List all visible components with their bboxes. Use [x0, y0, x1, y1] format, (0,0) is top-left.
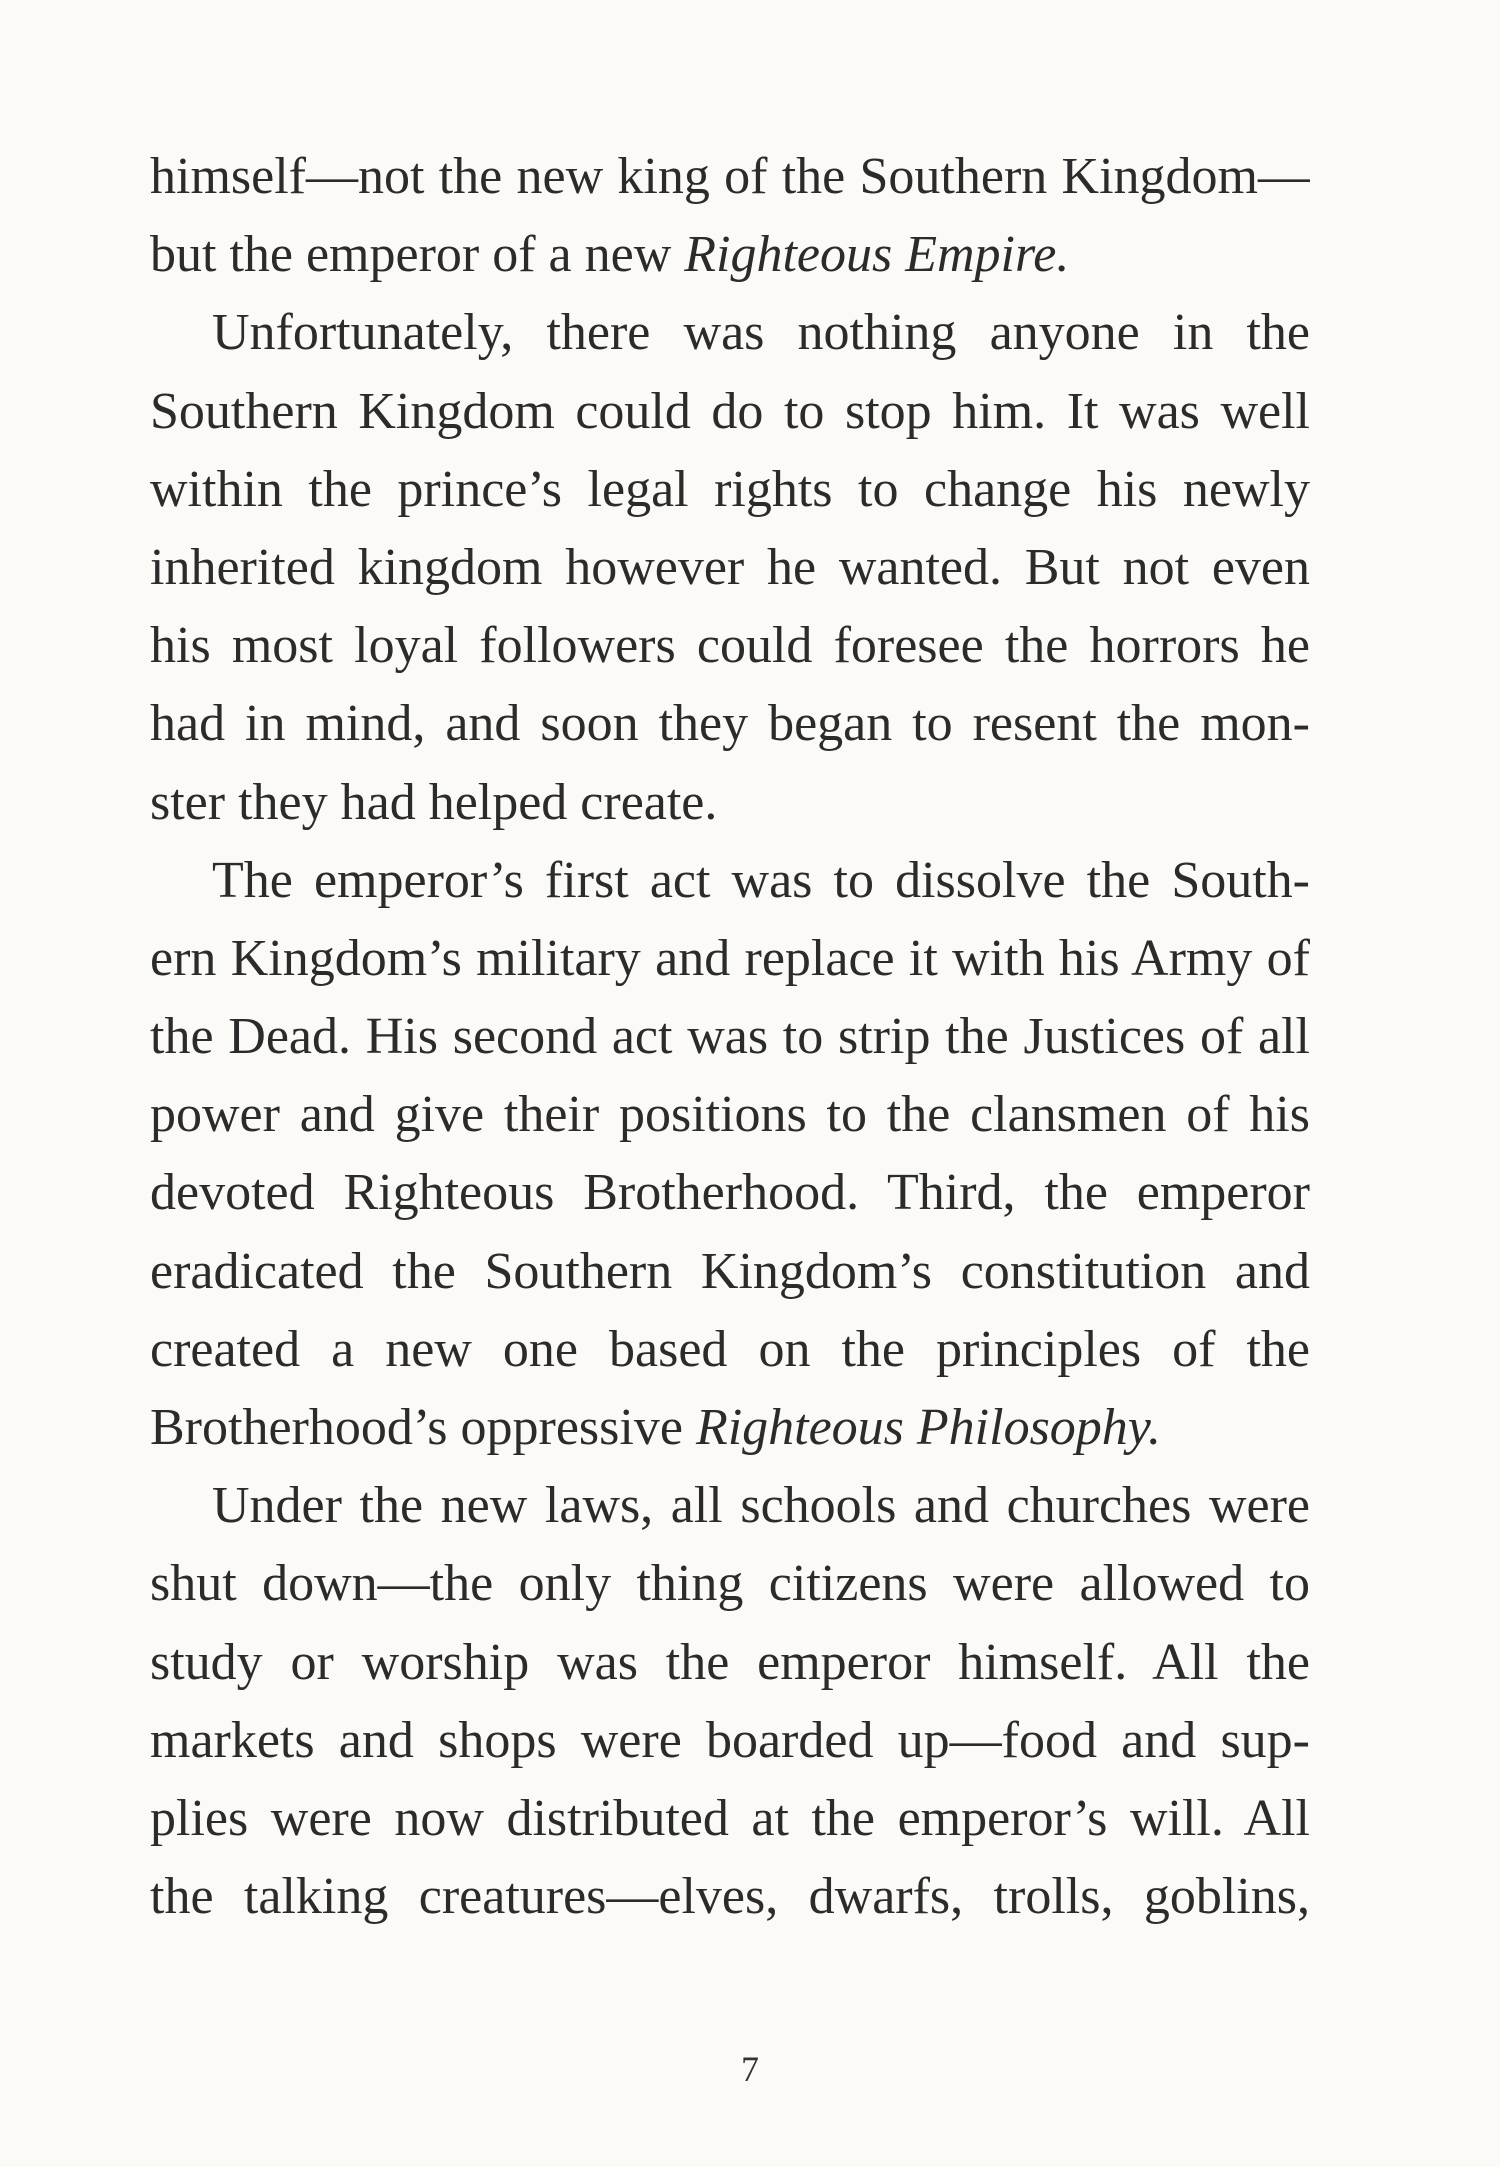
text-line	[150, 1233, 1310, 1311]
text-line	[150, 920, 1310, 998]
text-line-content: ern Kingdom’s military and replace it with his Army of	[150, 929, 1310, 987]
text-line-content: but the emperor of a new	[150, 226, 685, 284]
text-line	[150, 1545, 1310, 1623]
text-line-content: eradicated the Southern Kingdom’s constitution and	[150, 1242, 1310, 1300]
text-line	[150, 1311, 1310, 1389]
text-line	[150, 685, 1310, 763]
text-line	[150, 216, 1310, 294]
text-line	[150, 1076, 1310, 1154]
text-line	[150, 1389, 1310, 1467]
text-line-content: Brotherhood’s oppressive	[150, 1399, 696, 1456]
text-line-content: the talking creatures—elves, dwarfs, trolls, goblins,	[150, 1868, 1310, 1926]
text-line-content: Unfortunately, there was nothing anyone in the	[212, 304, 1310, 362]
text-line-content: the Dead. His second act was to strip the Justices of all	[150, 1008, 1310, 1066]
text-line	[150, 1780, 1310, 1858]
text-line-content: within the prince’s legal rights to change his newly	[150, 460, 1310, 518]
text-line	[150, 373, 1310, 451]
text-line-content: Southern Kingdom could do to stop him. It was well	[150, 382, 1310, 440]
text-line	[150, 1702, 1310, 1780]
text-line-content: had in mind, and soon they began to resent the mon-	[150, 695, 1310, 753]
text-line-content: Under the new laws, all schools and churches were	[212, 1477, 1310, 1535]
text-line-content: plies were now distributed at the emperor’s will. All	[150, 1789, 1310, 1847]
text-line-content: inherited kingdom however he wanted. But not even	[150, 538, 1310, 596]
text-line	[150, 529, 1310, 607]
text-line	[150, 607, 1310, 685]
text-line-content: himself—not the new king of the Southern Kingdom—	[150, 148, 1310, 205]
text-line-content: The emperor’s first act was to dissolve the South-	[212, 851, 1310, 909]
body-text	[150, 138, 1310, 1936]
page-number: 7	[741, 2049, 759, 2089]
text-line-content: devoted Righteous Brotherhood. Third, the emperor	[150, 1164, 1310, 1222]
text-line	[150, 1858, 1310, 1936]
text-line-content: created a new one based on the principles of the	[150, 1320, 1310, 1378]
text-line-content: his most loyal followers could foresee the horrors he	[150, 617, 1310, 675]
text-line	[150, 764, 1310, 842]
text-line-content: shut down—the only thing citizens were allowed to	[150, 1555, 1310, 1613]
text-line	[150, 451, 1310, 529]
text-line	[150, 842, 1310, 920]
text-line	[150, 998, 1310, 1076]
text-line-content: study or worship was the emperor himself. All the	[150, 1633, 1310, 1691]
text-line	[150, 1154, 1310, 1232]
text-line	[150, 294, 1310, 372]
text-line-content: markets and shops were boarded up—food and sup-	[150, 1711, 1310, 1769]
italic-title: Righteous Philosophy.	[695, 1399, 1162, 1456]
text-line	[150, 1467, 1310, 1545]
text-line-content: ster they had helped create.	[150, 773, 718, 831]
text-line-content: power and give their positions to the clansmen of his	[150, 1086, 1310, 1144]
italic-title: Righteous Empire.	[684, 226, 1070, 284]
text-line	[150, 1624, 1310, 1702]
text-line	[150, 138, 1310, 216]
